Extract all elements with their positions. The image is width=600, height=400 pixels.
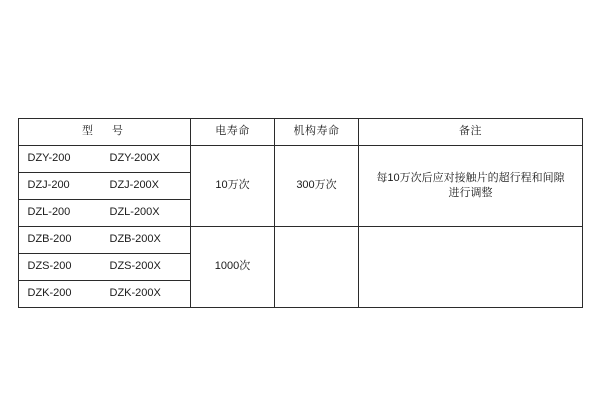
- model-code-variant: DZL-200X: [109, 206, 160, 219]
- model-cell: [19, 200, 191, 227]
- model-code-variant: DZS-200X: [109, 260, 161, 273]
- header-electrical-life: 电寿命: [191, 119, 275, 146]
- spec-table-container: [18, 118, 582, 308]
- model-code-primary: DZL-200: [27, 206, 71, 219]
- model-code-variant: DZJ-200X: [109, 179, 160, 192]
- model-code-primary: DZK-200: [27, 287, 72, 300]
- model-code-variant: DZK-200X: [109, 287, 161, 300]
- remark-top: [359, 146, 583, 227]
- model-code-primary: DZY-200: [27, 152, 71, 165]
- remark-line-2: 进行调整: [448, 187, 493, 199]
- electrical-life-top: 10万次: [191, 146, 275, 227]
- header-mechanical-life: 机构寿命: [275, 119, 359, 146]
- model-cell: [19, 227, 191, 254]
- model-code-primary: DZB-200: [27, 233, 72, 246]
- mechanical-life-top: 300万次: [275, 146, 359, 227]
- header-model: 型 号: [19, 119, 191, 146]
- model-cell: [19, 146, 191, 173]
- spec-table: [18, 118, 583, 308]
- header-remark: 备注: [359, 119, 583, 146]
- remark-line-1: 每10万次后应对接触片的超行程和间隙: [376, 171, 565, 184]
- table-row: [19, 146, 583, 173]
- electrical-life-bottom: 1000次: [191, 227, 275, 308]
- mechanical-life-bottom: [275, 227, 359, 308]
- model-code-variant: DZY-200X: [109, 152, 160, 165]
- model-code-variant: DZB-200X: [109, 233, 161, 246]
- remark-bottom: [359, 227, 583, 308]
- model-cell: [19, 173, 191, 200]
- table-row: [19, 227, 583, 254]
- model-code-primary: DZS-200: [27, 260, 72, 273]
- model-cell: [19, 254, 191, 281]
- model-code-primary: DZJ-200: [27, 179, 70, 192]
- model-cell: [19, 281, 191, 308]
- table-header-row: [19, 119, 583, 146]
